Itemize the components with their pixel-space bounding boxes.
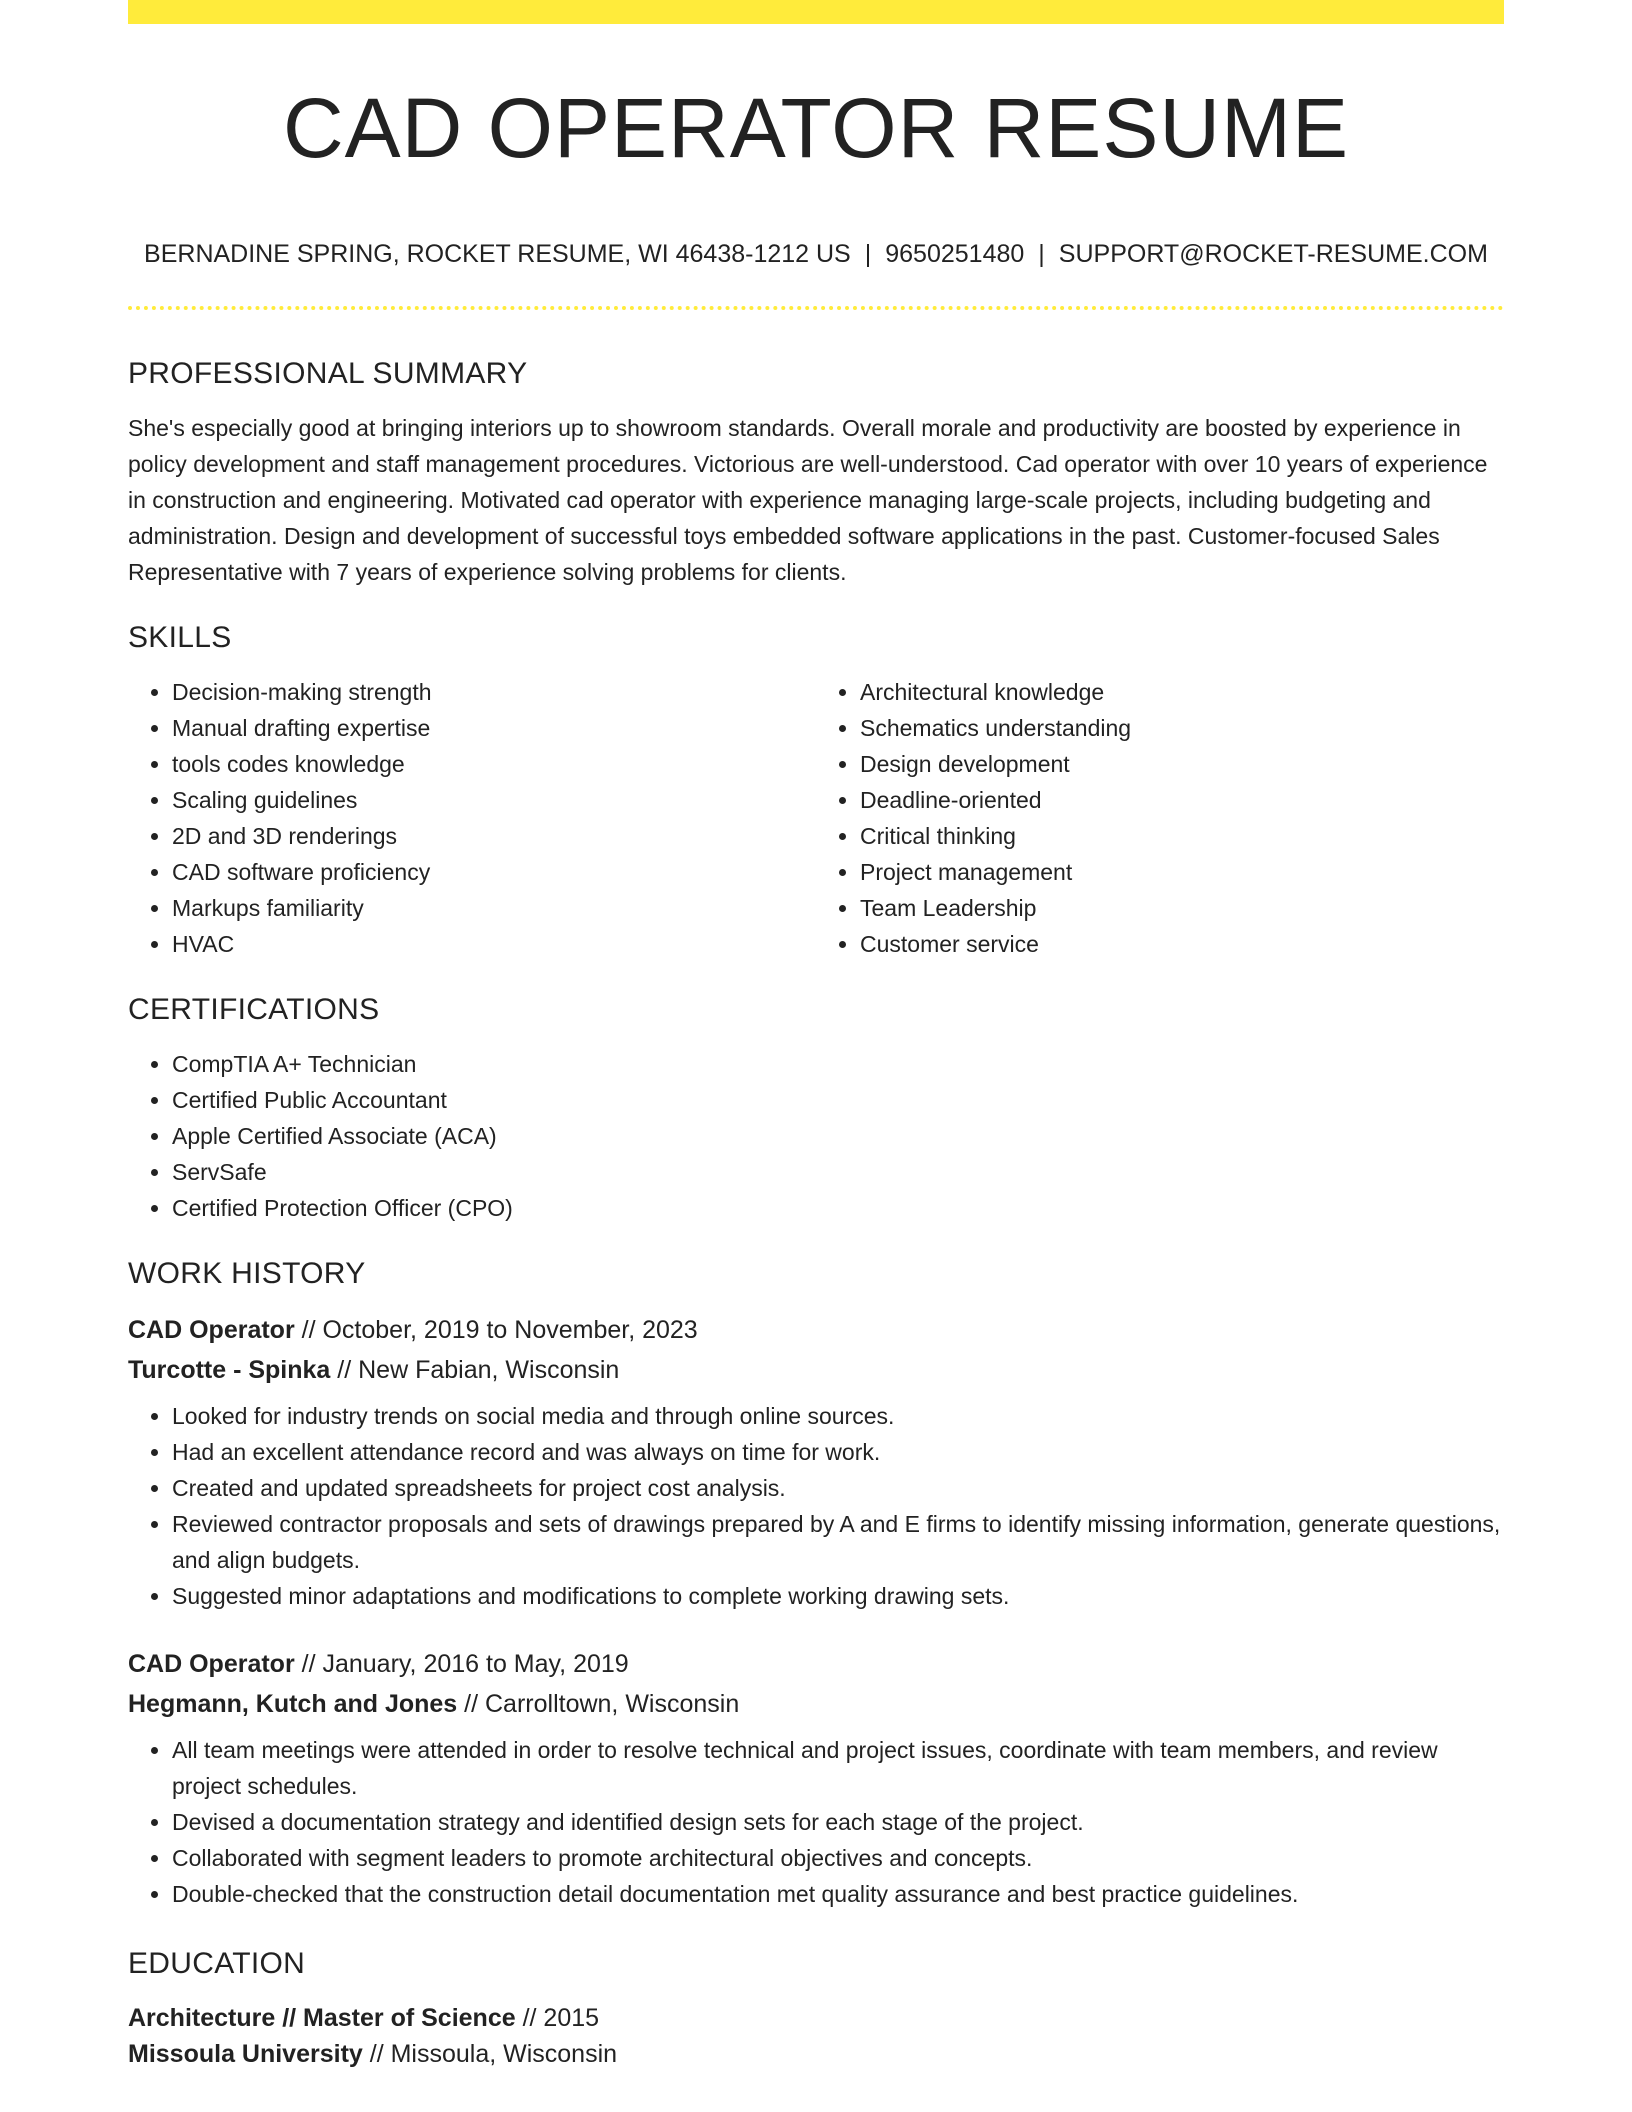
job-dates: // October, 2019 to November, 2023	[294, 1316, 698, 1344]
work-history-heading: WORK HISTORY	[128, 1257, 366, 1290]
job-company: Hegmann, Kutch and Jones	[128, 1690, 458, 1718]
skill-item: • Decision-making strength	[172, 674, 816, 710]
dotted-divider	[128, 306, 1504, 310]
education-section	[128, 1942, 1504, 2072]
job-bullet: • Devised a documentation strategy and identified design sets for each stage of the project.	[172, 1804, 1504, 1840]
resume-content	[128, 352, 1504, 2098]
skill-item: • Deadline-oriented	[860, 782, 1504, 818]
skill-item: • Design development	[860, 746, 1504, 782]
skills-list-right	[816, 674, 1504, 962]
skill-item: • HVAC	[172, 926, 816, 962]
job-location: // New Fabian, Wisconsin	[330, 1356, 620, 1384]
job-title: CAD Operator	[128, 1316, 295, 1344]
skills-list-left	[128, 674, 816, 962]
skill-item: • 2D and 3D renderings	[172, 818, 816, 854]
certification-item: • Apple Certified Associate (ACA)	[172, 1118, 1504, 1154]
contact-address: BERNADINE SPRING, ROCKET RESUME, WI 46438-1212 US	[144, 240, 851, 268]
skills-columns	[128, 674, 1504, 962]
education-location: // Missoula, Wisconsin	[362, 2040, 618, 2068]
resume-title: CAD OPERATOR RESUME	[282, 81, 1350, 175]
job-bullet: • Had an excellent attendance record and was always on time for work.	[172, 1434, 1504, 1470]
job-company-line	[128, 1684, 1504, 1724]
education-degree: Architecture // Master of Science	[128, 2004, 516, 2032]
skill-item: • Critical thinking	[860, 818, 1504, 854]
skill-item: • Architectural knowledge	[860, 674, 1504, 710]
certification-item: • Certified Protection Officer (CPO)	[172, 1190, 1504, 1226]
job-bullets	[128, 1732, 1504, 1912]
job-bullet: • All team meetings were attended in order to resolve technical and project issues, coordinate with team members, and review project schedules.	[172, 1732, 1504, 1804]
education-year: // 2015	[515, 2004, 600, 2032]
skill-item: • Schematics understanding	[860, 710, 1504, 746]
top-accent-bar	[128, 0, 1504, 24]
skill-item: • Team Leadership	[860, 890, 1504, 926]
skill-item: • Markups familiarity	[172, 890, 816, 926]
job-dates: // January, 2016 to May, 2019	[294, 1650, 629, 1678]
certifications-list	[128, 1046, 1504, 1226]
job-bullet: • Looked for industry trends on social media and through online sources.	[172, 1398, 1504, 1434]
skill-item: • CAD software proficiency	[172, 854, 816, 890]
job-bullet: • Collaborated with segment leaders to promote architectural objectives and concepts.	[172, 1840, 1504, 1876]
job-bullet: • Suggested minor adaptations and modifications to complete working drawing sets.	[172, 1578, 1504, 1614]
contact-separator: |	[1038, 240, 1045, 268]
job-title-line	[128, 1310, 1504, 1350]
job-location: // Carrolltown, Wisconsin	[457, 1690, 740, 1718]
resume-page	[128, 0, 1504, 2112]
education-degree-line	[128, 2000, 1504, 2036]
job-company: Turcotte - Spinka	[128, 1356, 331, 1384]
certification-item: • Certified Public Accountant	[172, 1082, 1504, 1118]
certifications-heading: CERTIFICATIONS	[128, 993, 380, 1026]
job-company-line	[128, 1350, 1504, 1390]
job-title: CAD Operator	[128, 1650, 295, 1678]
education-school: Missoula University	[128, 2040, 363, 2068]
job-entry	[128, 1644, 1504, 1912]
work-history-section	[128, 1252, 1504, 1912]
job-bullet: • Created and updated spreadsheets for project cost analysis.	[172, 1470, 1504, 1506]
skill-item: • Scaling guidelines	[172, 782, 816, 818]
job-bullet: • Double-checked that the construction detail documentation met quality assurance and best practice guidelines.	[172, 1876, 1504, 1912]
skills-section	[128, 616, 1504, 962]
skill-item: • tools codes knowledge	[172, 746, 816, 782]
certifications-section	[128, 988, 1504, 1226]
skill-item: • Customer service	[860, 926, 1504, 962]
job-bullets	[128, 1398, 1504, 1614]
skills-heading: SKILLS	[128, 621, 232, 654]
education-heading: EDUCATION	[128, 1947, 306, 1980]
job-entry	[128, 1310, 1504, 1614]
certification-item: • ServSafe	[172, 1154, 1504, 1190]
skill-item: • Project management	[860, 854, 1504, 890]
job-bullet: • Reviewed contractor proposals and sets of drawings prepared by A and E firms to identify missing information, generate questions, and align budgets.	[172, 1506, 1504, 1578]
contact-email: SUPPORT@ROCKET-RESUME.COM	[1058, 240, 1488, 268]
certification-item: • CompTIA A+ Technician	[172, 1046, 1504, 1082]
summary-section	[128, 352, 1504, 590]
summary-text: She's especially good at bringing interiors up to showroom standards. Overall morale and productivity are boosted by experience in policy development and staff management procedures. Victorious are well-understood. Cad operator with over 10 years of experience in construction and engineering. Motivated cad operator with experience managing large-scale projects, including budgeting and administration. Design and development of successful toys embedded software applications in the past. Customer-focused Sales Representative with 7 years of experience solving problems for clients.	[128, 415, 1488, 585]
education-school-line	[128, 2036, 1504, 2072]
contact-separator: |	[864, 240, 872, 268]
contact-phone: 9650251480	[885, 240, 1025, 268]
job-title-line	[128, 1644, 1504, 1684]
contact-line	[128, 236, 1504, 272]
summary-heading: PROFESSIONAL SUMMARY	[128, 357, 528, 390]
skill-item: • Manual drafting expertise	[172, 710, 816, 746]
